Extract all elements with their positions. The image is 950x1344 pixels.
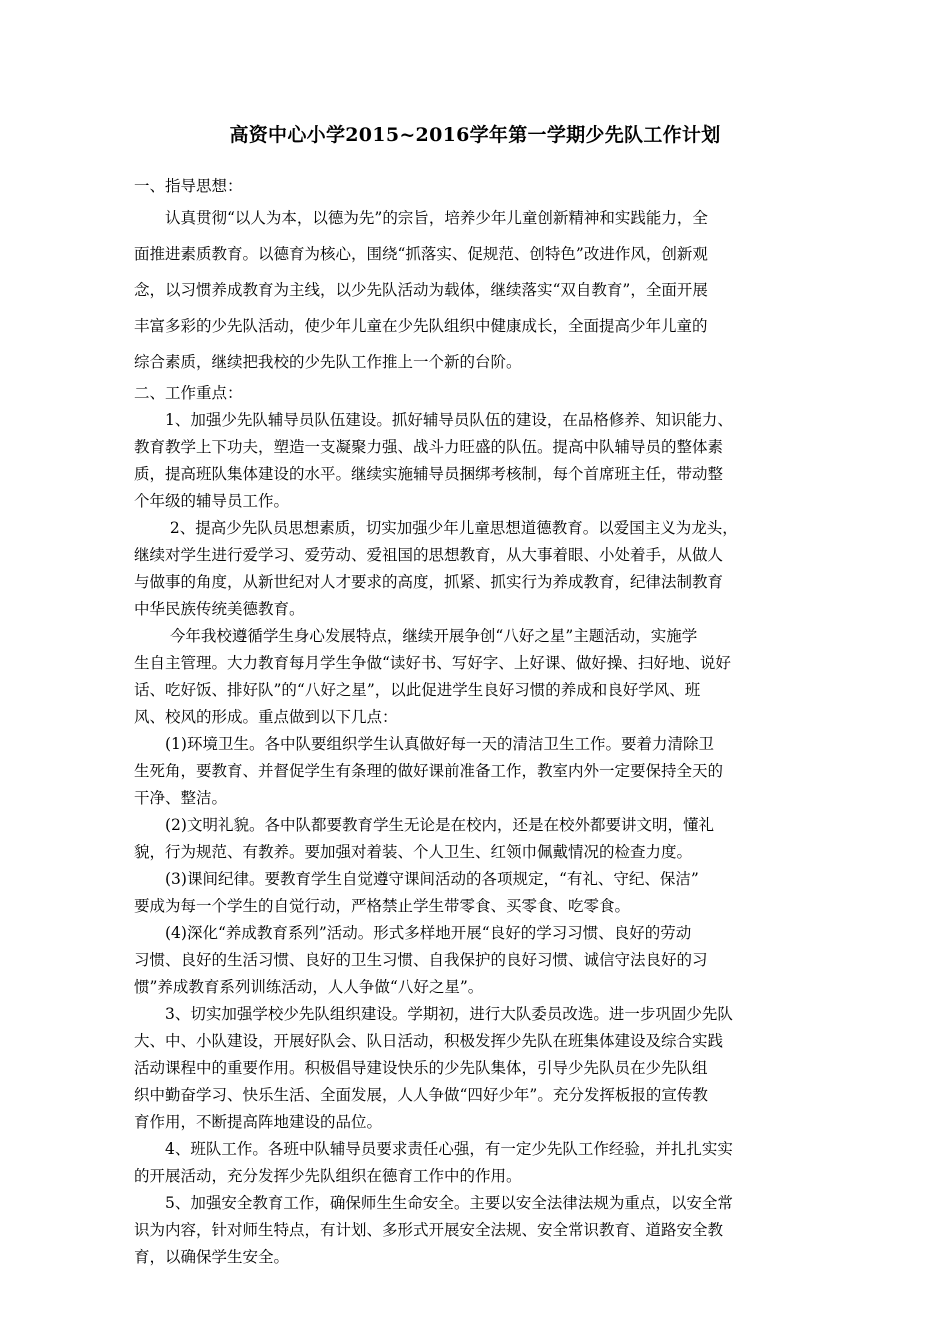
document-body [134, 173, 848, 1271]
paragraph-line: (2)文明礼貌。各中队都要教育学生无论是在校内，还是在校外都要讲文明，懂礼 [134, 816, 714, 834]
paragraph-line: 念，以习惯养成教育为主线，以少先队活动为载体，继续落实“双自教育”，全面开展 [134, 281, 708, 299]
paragraph-line: 大、中、小队建设，开展好队会、队日活动，积极发挥少先队在班集体建设及综合实践 [134, 1032, 724, 1050]
paragraph-line: 生自主管理。大力教育每月学生争做“读好书、写好字、上好课、做好操、扫好地、说好 [134, 654, 731, 672]
paragraph-line: 继续对学生进行爱学习、爱劳动、爱祖国的思想教育，从大事着眼、小处着手，从做人 [134, 546, 724, 564]
section-heading: 一、指导思想： [134, 177, 243, 195]
paragraph-line: 中华民族传统美德教育。 [134, 600, 305, 618]
paragraph-line: 要成为每一个学生的自觉行动，严格禁止学生带零食、买零食、吃零食。 [134, 897, 631, 915]
paragraph-line: 的开展活动，充分发挥少先队组织在德育工作中的作用。 [134, 1167, 522, 1185]
paragraph-line: (1)环境卫生。各中队要组织学生认真做好每一天的清洁卫生工作。要着力清除卫 [134, 735, 714, 753]
paragraph-line: (3)课间纪律。要教育学生自觉遵守课间活动的各项规定，“有礼、守纪、保洁” [134, 870, 699, 888]
paragraph-line: 活动课程中的重要作用。积极倡导建设快乐的少先队集体，引导少先队员在少先队组 [134, 1059, 708, 1077]
paragraph-line: 育作用，不断提高阵地建设的品位。 [134, 1113, 383, 1131]
document-title: 高资中心小学2015~2016学年第一学期少先队工作计划 [229, 124, 721, 146]
paragraph-line: 织中勤奋学习、快乐生活、全面发展，人人争做“四好少年”。充分发挥板报的宣传教 [134, 1086, 708, 1104]
paragraph-line: 丰富多彩的少先队活动，使少年儿童在少先队组织中健康成长，全面提高少年儿童的 [134, 317, 708, 335]
section-heading: 二、工作重点： [134, 384, 243, 402]
paragraph-line: 3、切实加强学校少先队组织建设。学期初，进行大队委员改选。进一步巩固少先队 [134, 1005, 733, 1023]
paragraph-line: 干净、整洁。 [134, 789, 228, 807]
paragraph-line: 育，以确保学生安全。 [134, 1248, 290, 1266]
paragraph-line: 5、加强安全教育工作，确保师生生命安全。主要以安全法律法规为重点，以安全常 [134, 1194, 733, 1212]
section-guiding-ideology [134, 173, 848, 200]
paragraph-line: 1、加强少先队辅导员队伍建设。抓好辅导员队伍的建设，在品格修养、知识能力、 [134, 411, 733, 429]
paragraph-line: 4、班队工作。各班中队辅导员要求责任心强，有一定少先队工作经验，并扎扎实实 [134, 1140, 733, 1158]
paragraph-line: 貌，行为规范、有教养。要加强对着装、个人卫生、红领巾佩戴情况的检查力度。 [134, 843, 693, 861]
paragraph-line: 综合素质，继续把我校的少先队工作推上一个新的台阶。 [134, 353, 522, 371]
paragraph-line: 教育教学上下功夫，塑造一支凝聚力强、战斗力旺盛的队伍。提高中队辅导员的整体素 [134, 438, 724, 456]
paragraph-line: 习惯、良好的生活习惯、良好的卫生习惯、自我保护的良好习惯、诚信守法良好的习 [134, 951, 708, 969]
paragraph-line: 与做事的角度，从新世纪对人才要求的高度，抓紧、抓实行为养成教育，纪律法制教育 [134, 573, 724, 591]
section-guiding-ideology-text [134, 200, 848, 380]
paragraph-line: 面推进素质教育。以德育为核心，围绕“抓落实、促规范、创特色”改进作风，创新观 [134, 245, 708, 263]
paragraph-line: 认真贯彻“以人为本，以德为先”的宗旨，培养少年儿童创新精神和实践能力，全 [134, 209, 708, 227]
paragraph-line: 2、提高少先队员思想素质，切实加强少年儿童思想道德教育。以爱国主义为龙头， [134, 519, 738, 537]
paragraph-line: 话、吃好饭、排好队”的“八好之星”，以此促进学生良好习惯的养成和良好学风、班 [134, 681, 701, 699]
paragraph-line: 今年我校遵循学生身心发展特点，继续开展争创“八好之星”主题活动，实施学 [134, 627, 698, 645]
paragraph-line: 风、校风的形成。重点做到以下几点： [134, 708, 398, 726]
paragraph-line: (4)深化“养成教育系列”活动。形式多样地开展“良好的学习习惯、良好的劳动 [134, 924, 692, 942]
section-work-focus [134, 380, 848, 1271]
paragraph-line: 个年级的辅导员工作。 [134, 492, 290, 510]
paragraph-line: 识为内容，针对师生特点，有计划、多形式开展安全法规、安全常识教育、道路安全教 [134, 1221, 724, 1239]
paragraph-line: 惯”养成教育系列训练活动，人人争做“八好之星”。 [134, 978, 484, 996]
paragraph-line: 生死角，要教育、并督促学生有条理的做好课前准备工作，教室内外一定要保持全天的 [134, 762, 724, 780]
paragraph-line: 质，提高班队集体建设的水平。继续实施辅导员捆绑考核制，每个首席班主任，带动整 [134, 465, 724, 483]
